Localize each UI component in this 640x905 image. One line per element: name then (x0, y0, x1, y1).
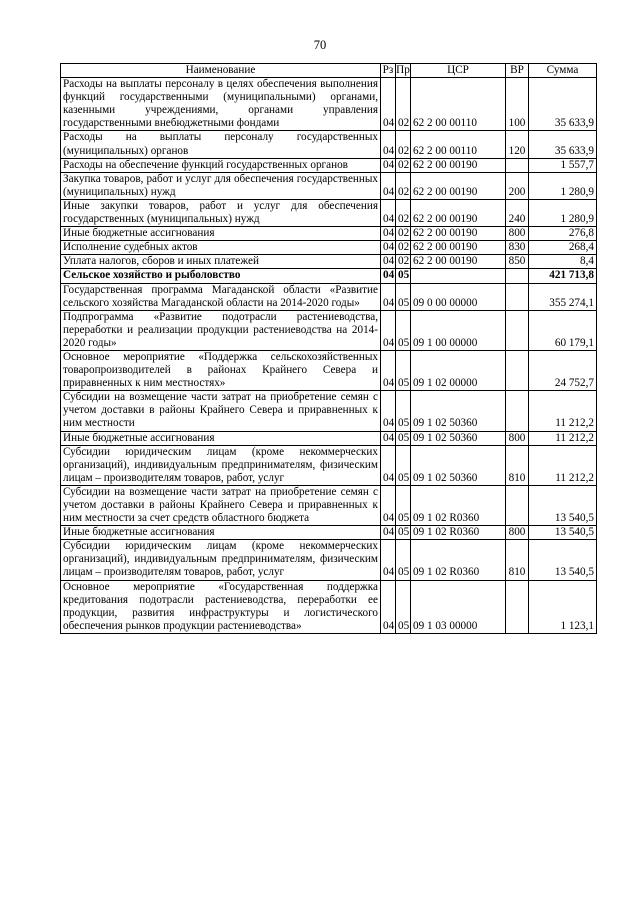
row-rz: 04 (381, 78, 396, 131)
row-csr: 09 1 02 R0360 (411, 485, 506, 525)
table-row (61, 391, 597, 431)
row-pr: 02 (396, 158, 411, 172)
row-sum: 8,4 (529, 255, 597, 269)
header-sum: Сумма (529, 64, 597, 78)
row-pr: 05 (396, 431, 411, 445)
row-sum: 35 633,9 (529, 131, 597, 158)
row-rz: 04 (381, 580, 396, 633)
row-csr: 09 1 02 50360 (411, 445, 506, 485)
row-csr: 09 1 00 00000 (411, 310, 506, 350)
row-csr: 09 1 02 50360 (411, 431, 506, 445)
row-csr: 09 1 02 R0360 (411, 526, 506, 540)
table-row (61, 158, 597, 172)
row-name: Субсидии юридическим лицам (кроме некоммерческих организаций), индивидуальным предпринимателям, физическим лицам – производителям товаров, работ, услуг (61, 540, 381, 580)
row-pr: 05 (396, 283, 411, 310)
row-name: Иные бюджетные ассигнования (61, 526, 381, 540)
row-sum: 1 557,7 (529, 158, 597, 172)
row-sum: 60 179,1 (529, 310, 597, 350)
table-row (61, 580, 597, 633)
table-row (61, 310, 597, 350)
row-csr: 62 2 00 00190 (411, 172, 506, 199)
row-vr: 810 (506, 540, 529, 580)
row-vr: 120 (506, 131, 529, 158)
row-csr: 09 1 02 00000 (411, 350, 506, 390)
row-rz: 04 (381, 540, 396, 580)
row-vr: 810 (506, 445, 529, 485)
row-csr: 09 1 02 50360 (411, 391, 506, 431)
row-pr: 02 (396, 199, 411, 226)
table-row (61, 255, 597, 269)
row-pr: 05 (396, 485, 411, 525)
row-vr: 850 (506, 255, 529, 269)
row-vr: 800 (506, 227, 529, 241)
row-sum: 11 212,2 (529, 431, 597, 445)
row-sum: 355 274,1 (529, 283, 597, 310)
row-sum: 11 212,2 (529, 391, 597, 431)
row-csr: 62 2 00 00190 (411, 158, 506, 172)
table-row (61, 269, 597, 283)
row-sum: 268,4 (529, 241, 597, 255)
row-rz: 04 (381, 391, 396, 431)
row-sum: 13 540,5 (529, 485, 597, 525)
header-csr: ЦСР (411, 64, 506, 78)
row-name: Сельское хозяйство и рыболовство (61, 269, 381, 283)
row-sum: 1 280,9 (529, 199, 597, 226)
table-row (61, 172, 597, 199)
row-csr: 62 2 00 00190 (411, 241, 506, 255)
table-row (61, 199, 597, 226)
table-row (61, 283, 597, 310)
row-pr: 05 (396, 269, 411, 283)
table-header-row (61, 64, 597, 78)
row-name: Государственная программа Магаданской области «Развитие сельского хозяйства Магаданской области на 2014-2020 годы» (61, 283, 381, 310)
header-pr: Пр (396, 64, 410, 76)
row-sum: 421 713,8 (529, 269, 597, 283)
row-name: Закупка товаров, работ и услуг для обеспечения государственных (муниципальных) нужд (61, 172, 381, 199)
row-vr (506, 283, 529, 310)
row-csr: 09 1 02 R0360 (411, 540, 506, 580)
table-row (61, 485, 597, 525)
row-vr: 830 (506, 241, 529, 255)
table-row (61, 445, 597, 485)
row-vr (506, 485, 529, 525)
header-name: Наименование (61, 64, 381, 78)
row-name: Расходы на выплаты персоналу в целях обеспечения выполнения функций государственными (муниципальными) органами, казенными учреждениями, органами управления государственными внебюджетными фондами (61, 78, 381, 131)
row-csr (411, 269, 506, 283)
header-vr: ВР (506, 64, 529, 78)
row-pr: 02 (396, 255, 411, 269)
row-rz: 04 (381, 227, 396, 241)
row-name: Иные бюджетные ассигнования (61, 227, 381, 241)
row-name: Подпрограмма «Развитие подотрасли растениеводства, переработки и реализации продукции растениеводства на 2014-2020 годы» (61, 310, 381, 350)
row-name: Основное мероприятие «Государственная поддержка кредитования подотрасли растениеводства, переработки ее продукции, развития инфраструктуры и логистического обеспечения рынков продукции растениеводства» (61, 580, 381, 633)
row-name: Основное мероприятие «Поддержка сельскохозяйственных товаропроизводителей в районах Крайнего Севера и приравненных к ним местностях» (61, 350, 381, 390)
header-rz: Рз (381, 64, 396, 78)
row-rz: 04 (381, 431, 396, 445)
row-vr: 100 (506, 78, 529, 131)
row-vr: 800 (506, 431, 529, 445)
row-name: Исполнение судебных актов (61, 241, 381, 255)
row-pr: 05 (396, 350, 411, 390)
row-pr: 05 (396, 526, 411, 540)
row-name: Иные закупки товаров, работ и услуг для обеспечения государственных (муниципальных) нужд (61, 199, 381, 226)
row-pr: 02 (396, 172, 411, 199)
row-rz: 04 (381, 350, 396, 390)
row-name: Расходы на обеспечение функций государственных органов (61, 158, 381, 172)
row-sum: 11 212,2 (529, 445, 597, 485)
table-row (61, 131, 597, 158)
row-name: Расходы на выплаты персоналу государственных (муниципальных) органов (61, 131, 381, 158)
row-name: Субсидии юридическим лицам (кроме некоммерческих организаций), индивидуальным предпринимателям, физическим лицам – производителям товаров, работ, услуг (61, 445, 381, 485)
row-csr: 09 1 03 00000 (411, 580, 506, 633)
row-csr: 62 2 00 00110 (411, 131, 506, 158)
row-pr: 02 (396, 78, 411, 131)
row-csr: 62 2 00 00190 (411, 227, 506, 241)
row-pr: 05 (396, 580, 411, 633)
row-rz: 04 (381, 526, 396, 540)
row-sum: 276,8 (529, 227, 597, 241)
table-row (61, 431, 597, 445)
row-vr: 800 (506, 526, 529, 540)
row-pr: 02 (396, 227, 411, 241)
row-name: Иные бюджетные ассигнования (61, 431, 381, 445)
budget-table (60, 63, 597, 634)
row-rz: 04 (381, 241, 396, 255)
row-csr: 62 2 00 00190 (411, 255, 506, 269)
row-rz: 04 (381, 199, 396, 226)
row-pr: 05 (396, 391, 411, 431)
row-rz: 04 (381, 158, 396, 172)
row-vr (506, 350, 529, 390)
row-vr (506, 269, 529, 283)
table-row (61, 526, 597, 540)
row-vr (506, 391, 529, 431)
row-pr: 05 (396, 445, 411, 485)
row-pr: 02 (396, 241, 411, 255)
row-name: Субсидии на возмещение части затрат на приобретение семян с учетом доставки в районы Крайнего Севера и приравненных к ним местности за счет средств областного бюджета (61, 485, 381, 525)
row-rz: 04 (381, 283, 396, 310)
table-body (61, 78, 597, 634)
row-sum: 1 280,9 (529, 172, 597, 199)
row-rz: 04 (381, 445, 396, 485)
table-row (61, 241, 597, 255)
row-rz: 04 (381, 269, 396, 283)
table-row (61, 350, 597, 390)
row-vr (506, 310, 529, 350)
row-rz: 04 (381, 172, 396, 199)
row-pr: 02 (396, 131, 411, 158)
row-pr: 05 (396, 310, 411, 350)
row-csr: 09 0 00 00000 (411, 283, 506, 310)
row-vr: 200 (506, 172, 529, 199)
row-pr: 05 (396, 540, 411, 580)
table-row (61, 540, 597, 580)
row-vr (506, 158, 529, 172)
row-csr: 62 2 00 00110 (411, 78, 506, 131)
row-sum: 35 633,9 (529, 78, 597, 131)
table-row (61, 227, 597, 241)
row-vr: 240 (506, 199, 529, 226)
row-sum: 24 752,7 (529, 350, 597, 390)
row-sum: 13 540,5 (529, 526, 597, 540)
page-number: 70 (313, 38, 327, 52)
row-csr: 62 2 00 00190 (411, 199, 506, 226)
row-name: Субсидии на возмещение части затрат на приобретение семян с учетом доставки в районы Крайнего Севера и приравненных к ним местности (61, 391, 381, 431)
row-rz: 04 (381, 310, 396, 350)
row-name: Уплата налогов, сборов и иных платежей (61, 255, 381, 269)
row-sum: 1 123,1 (529, 580, 597, 633)
row-rz: 04 (381, 131, 396, 158)
row-rz: 04 (381, 255, 396, 269)
table-row (61, 78, 597, 131)
row-vr (506, 580, 529, 633)
row-rz: 04 (381, 485, 396, 525)
row-sum: 13 540,5 (529, 540, 597, 580)
